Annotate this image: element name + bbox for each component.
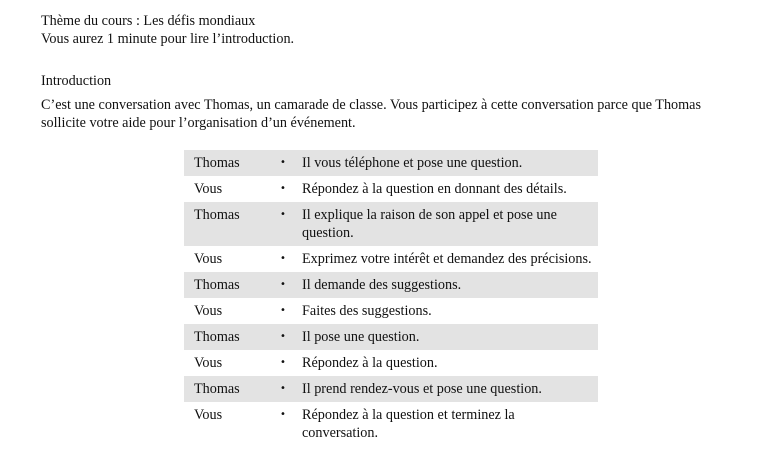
speaker-label: Vous <box>194 251 223 267</box>
dialogue-row <box>184 176 598 202</box>
instruction-text: Répondez à la question en donnant des détails. <box>302 181 567 197</box>
dialogue-row <box>184 402 598 446</box>
bullet-icon: • <box>280 331 286 342</box>
speaker-label: Vous <box>194 303 223 319</box>
bullet-icon: • <box>280 253 286 264</box>
dialogue-row <box>184 324 598 350</box>
course-header <box>41 12 741 48</box>
instruction-text: Il explique la raison de son appel et pose une question. <box>302 207 557 241</box>
bullet-icon: • <box>280 279 286 290</box>
bullet-icon: • <box>280 383 286 394</box>
dialogue-row <box>184 272 598 298</box>
dialogue-row <box>184 376 598 402</box>
speaker-label: Thomas <box>194 329 240 345</box>
bullet-icon: • <box>280 157 286 168</box>
introduction-text: C’est une conversation avec Thomas, un camarade de classe. Vous participez à cette conversation parce que Thomas sollicite votre aide pour l’organisation d’un événement. <box>41 97 701 131</box>
bullet-icon: • <box>280 409 286 420</box>
instruction-text: Répondez à la question. <box>302 355 438 371</box>
instruction-text: Faites des suggestions. <box>302 303 432 319</box>
bullet-icon: • <box>280 357 286 368</box>
speaker-label: Thomas <box>194 277 240 293</box>
dialogue-row <box>184 298 598 324</box>
speaker-label: Thomas <box>194 207 240 223</box>
speaker-label: Thomas <box>194 381 240 397</box>
reading-time-note: Vous aurez 1 minute pour lire l’introduction. <box>41 31 295 47</box>
bullet-icon: • <box>280 183 286 194</box>
dialogue-table <box>184 150 598 446</box>
dialogue-row <box>184 150 598 176</box>
dialogue-row <box>184 202 598 246</box>
instruction-text: Il pose une question. <box>302 329 420 345</box>
introduction-heading: Introduction <box>41 73 112 89</box>
instruction-text: Il demande des suggestions. <box>302 277 462 293</box>
speaker-label: Vous <box>194 407 223 423</box>
bullet-icon: • <box>280 305 286 316</box>
instruction-text: Répondez à la question et terminez la conversation. <box>302 407 515 441</box>
bullet-icon: • <box>280 209 286 220</box>
dialogue-row <box>184 350 598 376</box>
instruction-text: Il prend rendez-vous et pose une question. <box>302 381 542 397</box>
introduction-section <box>41 72 741 132</box>
speaker-label: Vous <box>194 355 223 371</box>
speaker-label: Thomas <box>194 155 240 171</box>
instruction-text: Exprimez votre intérêt et demandez des précisions. <box>302 251 592 267</box>
dialogue-row <box>184 246 598 272</box>
course-theme: Thème du cours : Les défis mondiaux <box>41 13 256 29</box>
speaker-label: Vous <box>194 181 223 197</box>
instruction-text: Il vous téléphone et pose une question. <box>302 155 523 171</box>
